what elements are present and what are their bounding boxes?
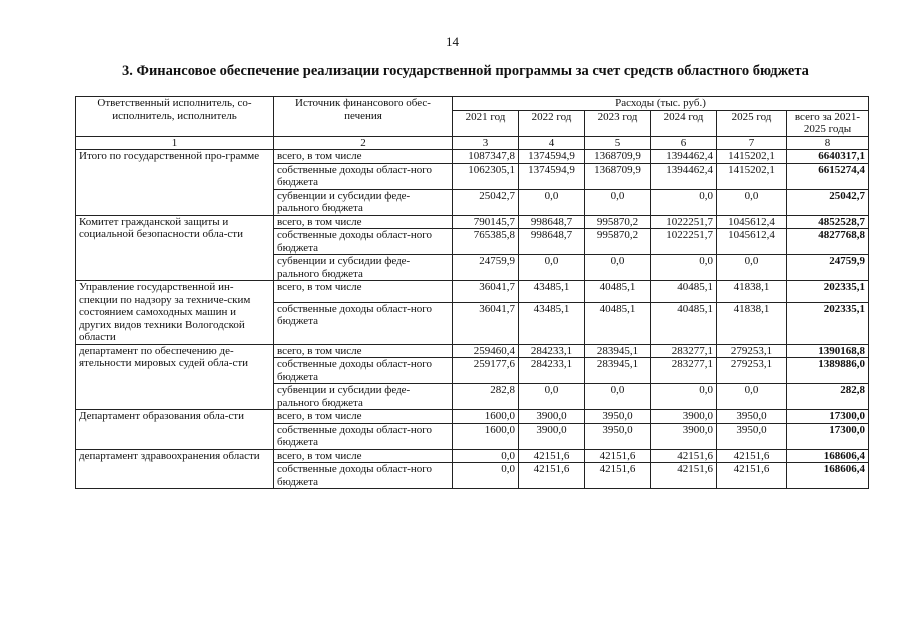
value-cell: 43485,1 — [519, 281, 585, 303]
value-cell: 1415202,1 — [717, 150, 787, 164]
table-body — [76, 150, 869, 489]
total-cell: 202335,1 — [787, 281, 869, 303]
value-cell: 1087347,8 — [453, 150, 519, 164]
value-cell: 282,8 — [453, 384, 519, 410]
value-cell: 40485,1 — [651, 281, 717, 303]
table-row — [76, 344, 869, 358]
value-cell: 42151,6 — [717, 463, 787, 489]
value-cell: 1062305,1 — [453, 163, 519, 189]
value-cell: 3950,0 — [585, 410, 651, 424]
value-cell: 1374594,9 — [519, 150, 585, 164]
value-cell: 284233,1 — [519, 358, 585, 384]
total-cell: 168606,4 — [787, 463, 869, 489]
total-cell: 202335,1 — [787, 302, 869, 344]
source-cell: всего, в том числе — [274, 281, 453, 303]
table-row — [76, 150, 869, 164]
value-cell: 1394462,4 — [651, 150, 717, 164]
value-cell: 3950,0 — [585, 423, 651, 449]
value-cell: 0,0 — [651, 189, 717, 215]
value-cell: 1600,0 — [453, 410, 519, 424]
value-cell: 42151,6 — [519, 463, 585, 489]
total-cell: 24759,9 — [787, 255, 869, 281]
value-cell: 3900,0 — [651, 410, 717, 424]
value-cell: 995870,2 — [585, 215, 651, 229]
value-cell: 25042,7 — [453, 189, 519, 215]
value-cell: 259177,6 — [453, 358, 519, 384]
source-cell: субвенции и субсидии феде-рального бюджета — [274, 384, 453, 410]
value-cell: 3950,0 — [717, 423, 787, 449]
source-cell: субвенции и субсидии феде-рального бюджета — [274, 189, 453, 215]
value-cell: 0,0 — [585, 189, 651, 215]
value-cell: 40485,1 — [651, 302, 717, 344]
header-year: 2023 год — [585, 110, 651, 136]
executor-cell: департамент по обеспечению де-ятельности мировых судей обла-сти — [76, 344, 274, 410]
value-cell: 42151,6 — [585, 463, 651, 489]
value-cell: 1022251,7 — [651, 229, 717, 255]
header-executor: Ответственный исполнитель, со-исполнитель, исполнитель — [76, 97, 274, 137]
total-cell: 4852528,7 — [787, 215, 869, 229]
value-cell: 765385,8 — [453, 229, 519, 255]
total-cell: 6615274,4 — [787, 163, 869, 189]
total-cell: 17300,0 — [787, 410, 869, 424]
value-cell: 284233,1 — [519, 344, 585, 358]
column-number: 2 — [274, 136, 453, 150]
value-cell: 42151,6 — [651, 463, 717, 489]
header-year: 2022 год — [519, 110, 585, 136]
value-cell: 259460,4 — [453, 344, 519, 358]
column-number: 4 — [519, 136, 585, 150]
value-cell: 283945,1 — [585, 344, 651, 358]
source-cell: всего, в том числе — [274, 150, 453, 164]
value-cell: 283277,1 — [651, 344, 717, 358]
source-cell: всего, в том числе — [274, 410, 453, 424]
executor-cell: Итого по государственной про-грамме — [76, 150, 274, 216]
source-cell: всего, в том числе — [274, 215, 453, 229]
total-cell: 1389886,0 — [787, 358, 869, 384]
table-row — [76, 449, 869, 463]
value-cell: 283277,1 — [651, 358, 717, 384]
total-cell: 17300,0 — [787, 423, 869, 449]
value-cell: 3900,0 — [519, 423, 585, 449]
value-cell: 1374594,9 — [519, 163, 585, 189]
total-cell: 6640317,1 — [787, 150, 869, 164]
value-cell: 283945,1 — [585, 358, 651, 384]
column-number: 5 — [585, 136, 651, 150]
header-source: Источник финансового обес-печения — [274, 97, 453, 137]
value-cell: 0,0 — [453, 449, 519, 463]
header-year: 2021 год — [453, 110, 519, 136]
value-cell: 0,0 — [585, 384, 651, 410]
value-cell: 0,0 — [717, 189, 787, 215]
value-cell: 1368709,9 — [585, 163, 651, 189]
value-cell: 0,0 — [453, 463, 519, 489]
value-cell: 42151,6 — [651, 449, 717, 463]
value-cell: 0,0 — [519, 384, 585, 410]
header-expenses: Расходы (тыс. руб.) — [453, 97, 869, 111]
value-cell: 0,0 — [651, 384, 717, 410]
source-cell: всего, в том числе — [274, 344, 453, 358]
total-cell: 25042,7 — [787, 189, 869, 215]
executor-cell: Департамент образования обла-сти — [76, 410, 274, 450]
value-cell: 1045612,4 — [717, 229, 787, 255]
value-cell: 42151,6 — [519, 449, 585, 463]
value-cell: 36041,7 — [453, 302, 519, 344]
value-cell: 40485,1 — [585, 281, 651, 303]
financing-table — [75, 96, 869, 489]
value-cell: 995870,2 — [585, 229, 651, 255]
value-cell: 24759,9 — [453, 255, 519, 281]
value-cell: 41838,1 — [717, 302, 787, 344]
header-year: 2025 год — [717, 110, 787, 136]
value-cell: 0,0 — [519, 255, 585, 281]
value-cell: 42151,6 — [585, 449, 651, 463]
value-cell: 43485,1 — [519, 302, 585, 344]
value-cell: 42151,6 — [717, 449, 787, 463]
value-cell: 279253,1 — [717, 344, 787, 358]
total-cell: 168606,4 — [787, 449, 869, 463]
value-cell: 3900,0 — [651, 423, 717, 449]
table-row — [76, 410, 869, 424]
value-cell: 3950,0 — [717, 410, 787, 424]
table-row — [76, 215, 869, 229]
total-cell: 282,8 — [787, 384, 869, 410]
value-cell: 1415202,1 — [717, 163, 787, 189]
value-cell: 998648,7 — [519, 229, 585, 255]
value-cell: 1394462,4 — [651, 163, 717, 189]
value-cell: 0,0 — [717, 255, 787, 281]
table-row — [76, 281, 869, 303]
column-number: 1 — [76, 136, 274, 150]
source-cell: собственные доходы област-ного бюджета — [274, 358, 453, 384]
source-cell: субвенции и субсидии феде-рального бюджета — [274, 255, 453, 281]
column-number: 8 — [787, 136, 869, 150]
value-cell: 998648,7 — [519, 215, 585, 229]
column-number: 6 — [651, 136, 717, 150]
value-cell: 41838,1 — [717, 281, 787, 303]
value-cell: 1022251,7 — [651, 215, 717, 229]
source-cell: собственные доходы област-ного бюджета — [274, 302, 453, 344]
executor-cell: Управление государственной ин-спекции по надзору за техниче-ским состоянием самоходных машин и других видов техники Вологодской области — [76, 281, 274, 345]
executor-cell: департамент здравоохранения области — [76, 449, 274, 489]
source-cell: собственные доходы област-ного бюджета — [274, 423, 453, 449]
column-number: 3 — [453, 136, 519, 150]
source-cell: собственные доходы област-ного бюджета — [274, 229, 453, 255]
value-cell: 790145,7 — [453, 215, 519, 229]
value-cell: 0,0 — [585, 255, 651, 281]
value-cell: 3900,0 — [519, 410, 585, 424]
header-total: всего за 2021-2025 годы — [787, 110, 869, 136]
value-cell: 0,0 — [651, 255, 717, 281]
header-year: 2024 год — [651, 110, 717, 136]
source-cell: собственные доходы област-ного бюджета — [274, 463, 453, 489]
total-cell: 4827768,8 — [787, 229, 869, 255]
value-cell: 0,0 — [717, 384, 787, 410]
section-title: 3. Финансовое обеспечение реализации государственной программы за счет средств областного бюджета — [122, 63, 809, 79]
value-cell: 1368709,9 — [585, 150, 651, 164]
total-cell: 1390168,8 — [787, 344, 869, 358]
source-cell: собственные доходы област-ного бюджета — [274, 163, 453, 189]
page-number: 14 — [446, 34, 459, 49]
value-cell: 0,0 — [519, 189, 585, 215]
value-cell: 36041,7 — [453, 281, 519, 303]
value-cell: 1045612,4 — [717, 215, 787, 229]
executor-cell: Комитет гражданской защиты и социальной безопасности обла-сти — [76, 215, 274, 281]
value-cell: 279253,1 — [717, 358, 787, 384]
column-number: 7 — [717, 136, 787, 150]
source-cell: всего, в том числе — [274, 449, 453, 463]
value-cell: 40485,1 — [585, 302, 651, 344]
value-cell: 1600,0 — [453, 423, 519, 449]
